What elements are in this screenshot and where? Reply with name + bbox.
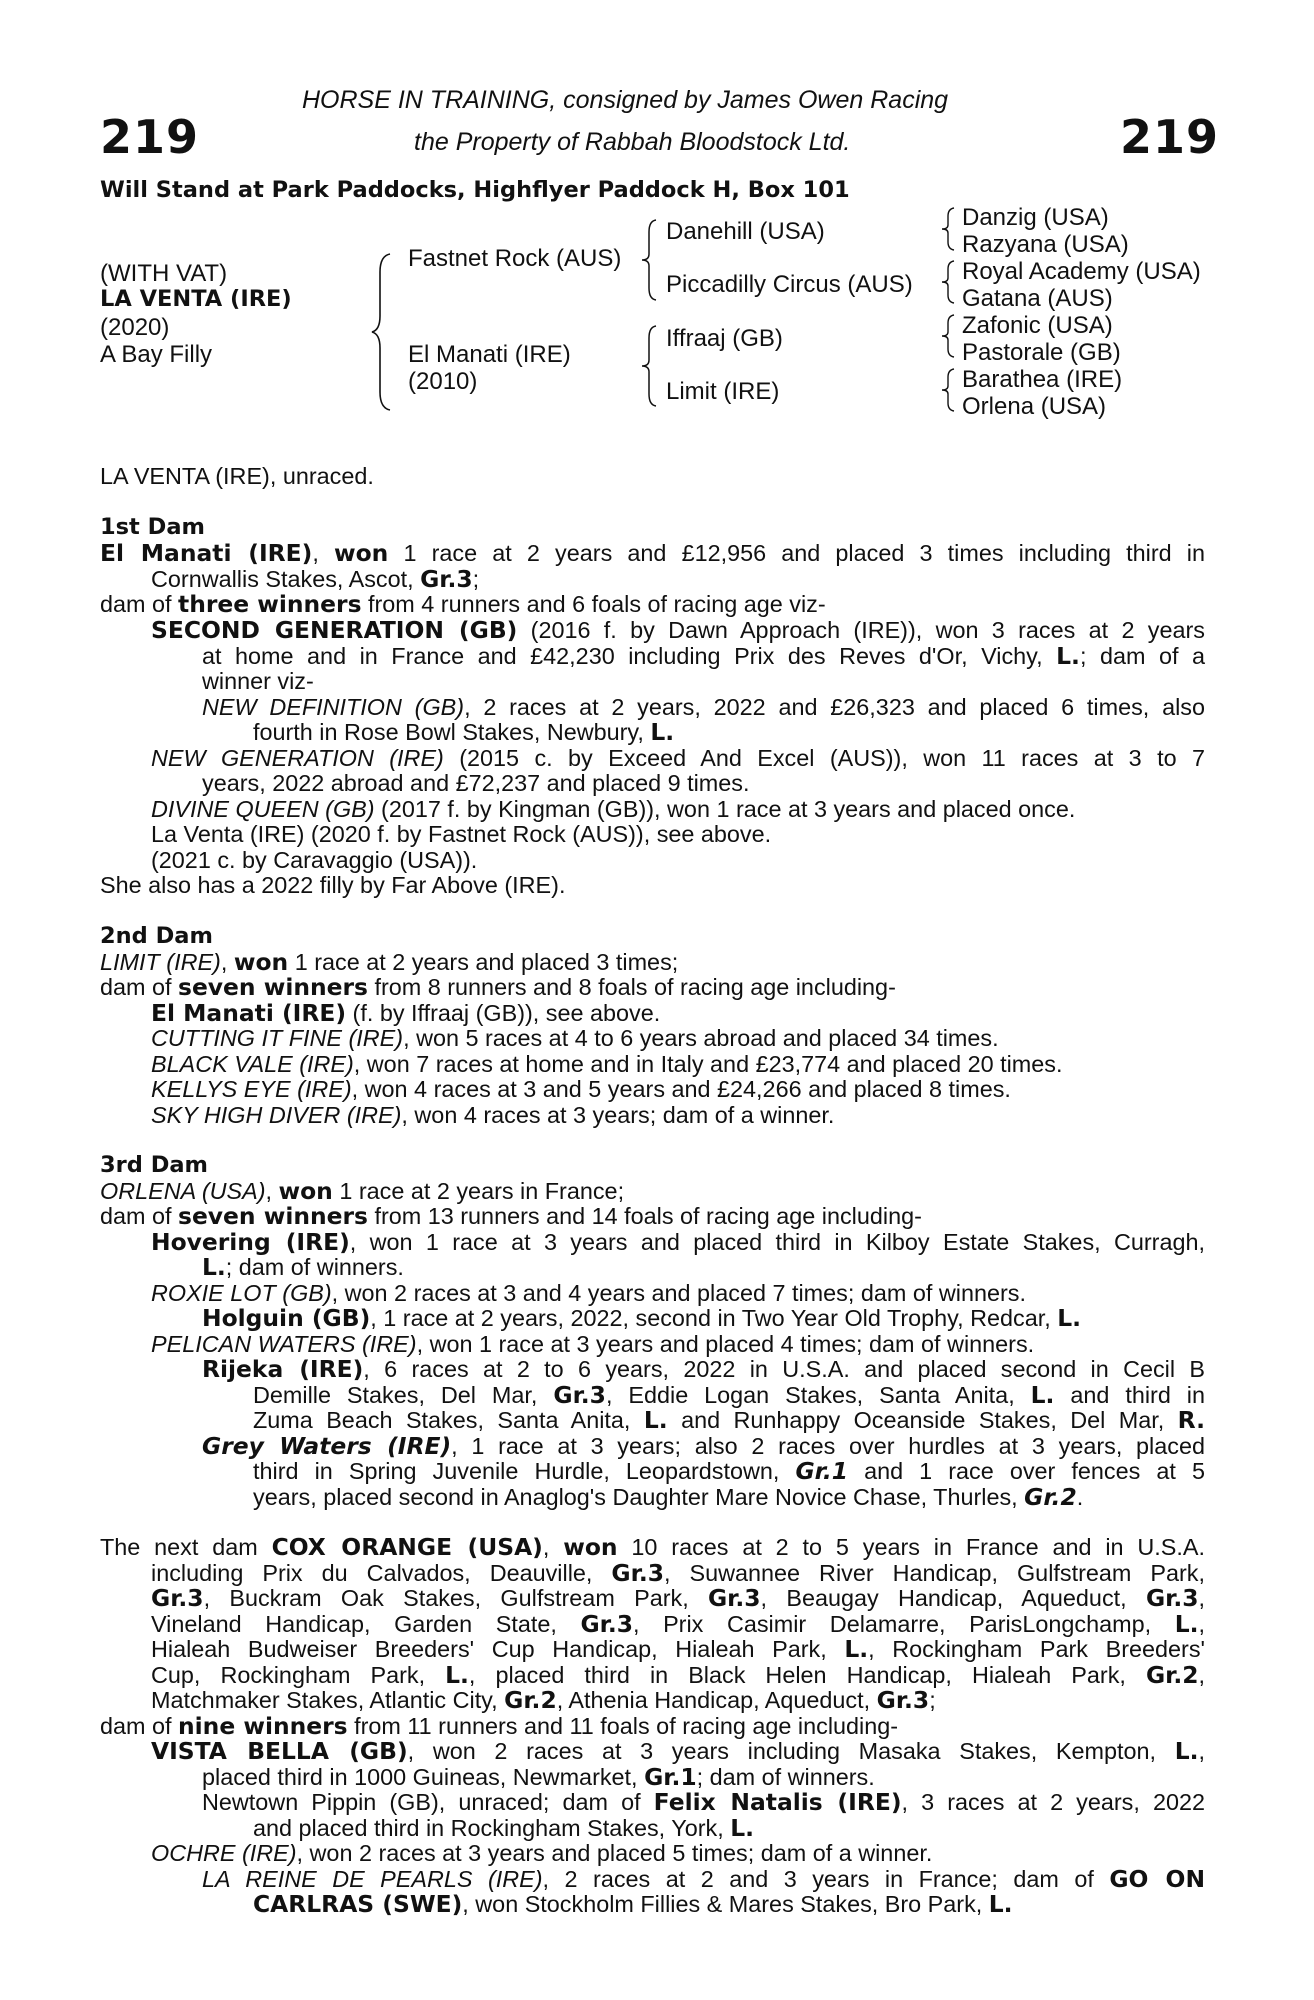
text: and third in	[1054, 1382, 1206, 1408]
third-dam-line-13	[253, 1485, 1083, 1510]
grade-label: L.	[445, 1661, 469, 1689]
text: , 3 races at 2 years, 2022	[901, 1789, 1205, 1815]
produce-name: LA REINE DE PEARLS (IRE)	[202, 1866, 543, 1892]
first-dam-line-10: years, 2022 abroad and £72,237 and placed 9 times.	[202, 770, 750, 796]
granddam-4: Gatana (AUS)	[962, 285, 1113, 312]
text: 10 races at 2 to 5 years in France and in U.S.A.	[617, 1534, 1206, 1560]
pedigree-brace-dam	[640, 324, 662, 408]
granddam-6: Pastorale (GB)	[962, 339, 1121, 366]
next-dam-line-10	[202, 1765, 875, 1790]
produce-name: CARLRAS (SWE)	[253, 1890, 463, 1918]
text: (2016 f. by Dawn Approach (IRE)), won 3 races at 2 years	[517, 617, 1205, 643]
grade-label: L.	[844, 1635, 869, 1663]
sire-sire: Danehill (USA)	[666, 218, 825, 245]
text: (2015 c. by Exceed And Excel (AUS)), won 11 races at 3 to 7	[443, 745, 1205, 771]
winners-count: three winners	[178, 590, 362, 618]
text: ; dam of winners.	[225, 1254, 404, 1280]
grade-label: L.	[1057, 1304, 1082, 1332]
produce-name: GO ON	[1109, 1865, 1206, 1893]
produce-name: NEW GENERATION (IRE)	[151, 745, 444, 771]
grade-label: Gr.3	[420, 565, 473, 593]
text: and Runhappy Oceanside Stakes, Del Mar,	[667, 1407, 1178, 1433]
text: , Buckram Oak Stakes, Gulfstream Park,	[203, 1585, 708, 1611]
grade-label: Gr.3	[707, 1584, 761, 1612]
text: at home and in France and £42,230 including Prix des Reves d'Or, Vichy,	[202, 643, 1057, 669]
grade-label: L.	[650, 718, 675, 746]
grandsire-5: Zafonic (USA)	[962, 312, 1113, 339]
second-dam-line-4	[151, 1026, 999, 1051]
grade-label: Gr.1	[795, 1457, 848, 1485]
produce-name: SECOND GENERATION (GB)	[151, 616, 518, 644]
text: ,	[312, 540, 334, 566]
grandsire-3: Royal Academy (USA)	[962, 258, 1201, 285]
text: , won 4 races at 3 and 5 years and £24,266 and placed 8 times.	[351, 1076, 1011, 1102]
winners-count: seven winners	[178, 973, 368, 1001]
next-dam-line-2	[151, 1561, 1205, 1586]
first-dam-line-11	[151, 797, 1075, 822]
second-dam-heading: 2nd Dam	[100, 923, 213, 949]
won-label: won	[333, 539, 389, 567]
third-dam-line-12	[253, 1459, 1205, 1484]
text: , won 2 races at 3 years and placed 5 times; dam of a winner.	[296, 1840, 933, 1866]
grandsire-7: Barathea (IRE)	[962, 366, 1123, 393]
second-dam-line-1	[100, 950, 678, 975]
winners-count: seven winners	[178, 1202, 368, 1230]
text: (f. by Iffraaj (GB)), see above.	[346, 1000, 661, 1026]
second-dam-line-6	[151, 1077, 1011, 1102]
text: , Eddie Logan Stakes, Santa Anita,	[605, 1382, 1031, 1408]
text: , won 2 races at 3 years including Masaka Stakes, Kempton,	[407, 1738, 1175, 1764]
second-dam-line-5	[151, 1052, 1062, 1077]
text: from 8 runners and 8 foals of racing age including-	[367, 974, 896, 1000]
sire-dam: Piccadilly Circus (AUS)	[666, 271, 913, 298]
next-dam-line-14	[202, 1867, 1205, 1892]
grade-label: L.	[643, 1406, 668, 1434]
race-summary: LA VENTA (IRE), unraced.	[100, 463, 374, 489]
dam-name: El Manati (IRE)	[408, 341, 571, 368]
consignor-line: HORSE IN TRAINING, consigned by James Owen Racing	[302, 86, 949, 114]
text: dam of	[100, 974, 179, 1000]
granddam-2: Razyana (USA)	[962, 231, 1129, 258]
lot-number-right: 219	[1120, 110, 1220, 164]
third-dam-line-1	[100, 1179, 624, 1204]
grade-label: L.	[1056, 642, 1080, 670]
next-dam-line-11	[202, 1790, 1205, 1815]
text: dam of	[100, 1713, 179, 1739]
text: , Prix Casimir Delamarre, ParisLongchamp,	[633, 1611, 1175, 1637]
text: from 11 runners and 11 foals of racing age including-	[347, 1713, 899, 1739]
text: Hialeah Budweiser Breeders' Cup Handicap, Hialeah Park,	[151, 1636, 845, 1662]
text: ,	[1198, 1611, 1205, 1637]
produce-name: Felix Natalis (IRE)	[653, 1788, 902, 1816]
third-dam-line-5	[151, 1281, 1026, 1306]
text: years, placed second in Anaglog's Daughter Mare Novice Chase, Thurles,	[253, 1484, 1025, 1510]
next-dam-line-6	[151, 1663, 1205, 1688]
sire-name: Fastnet Rock (AUS)	[408, 245, 622, 272]
text: ,	[1198, 1738, 1205, 1764]
text: ,	[220, 949, 234, 975]
grade-label: Gr.3	[553, 1381, 606, 1409]
next-dam-line-8	[100, 1714, 898, 1739]
text: ;	[929, 1687, 936, 1713]
text: and placed third in Rockingham Stakes, York,	[253, 1815, 731, 1841]
stand-location: Will Stand at Park Paddocks, Highflyer Paddock H, Box 101	[100, 177, 850, 203]
dam-sire: Iffraaj (GB)	[666, 325, 783, 352]
first-dam-line-7	[202, 695, 1205, 720]
first-dam-line-14: She also has a 2022 filly by Far Above (IRE).	[100, 872, 566, 898]
horse-name: LA VENTA (IRE)	[100, 286, 292, 312]
dam-year: (2010)	[408, 368, 478, 395]
text: 1 race at 2 years in France;	[332, 1178, 625, 1204]
text: from 4 runners and 6 foals of racing age viz-	[361, 591, 826, 617]
text: , won 1 race at 3 years and placed 4 times; dam of winners.	[416, 1331, 1035, 1357]
produce-name: El Manati (IRE)	[151, 999, 347, 1027]
grade-label: L.	[730, 1814, 754, 1842]
produce-name: BLACK VALE (IRE)	[151, 1051, 354, 1077]
first-dam-line-8	[253, 720, 674, 745]
property-line: the Property of Rabbah Bloodstock Ltd.	[414, 128, 851, 156]
third-dam-line-3	[151, 1230, 1205, 1255]
first-dam-line-9	[151, 746, 1205, 771]
text: fourth in Rose Bowl Stakes, Newbury,	[253, 719, 651, 745]
text: Zuma Beach Stakes, Santa Anita,	[253, 1407, 644, 1433]
first-dam-line-13: (2021 c. by Caravaggio (USA)).	[151, 847, 478, 873]
produce-name: KELLYS EYE (IRE)	[151, 1076, 352, 1102]
next-dam-line-7	[151, 1688, 936, 1713]
horse-description: A Bay Filly	[100, 341, 213, 368]
winners-count: nine winners	[178, 1712, 348, 1740]
next-dam-line-9	[151, 1739, 1205, 1764]
text: , 2 races at 2 years, 2022 and £26,323 and placed 6 times, also	[464, 694, 1205, 720]
text: , won 1 race at 3 years and placed third in Kilboy Estate Stakes, Curragh,	[349, 1229, 1205, 1255]
first-dam-heading: 1st Dam	[100, 514, 205, 540]
pedigree-brace-sire	[640, 218, 662, 302]
pedigree-brace-g2	[940, 259, 958, 305]
lot-number-left: 219	[100, 110, 200, 164]
text: ,	[1198, 1585, 1205, 1611]
grade-label: Gr.3	[151, 1584, 204, 1612]
text: dam of	[100, 1203, 179, 1229]
text: , won 4 races at 3 years; dam of a winner.	[401, 1102, 835, 1128]
grade-label: Gr.3	[580, 1610, 633, 1638]
text: third in Spring Juvenile Hurdle, Leopardstown,	[253, 1458, 796, 1484]
text: Cornwallis Stakes, Ascot,	[151, 566, 421, 592]
pedigree-brace-g4	[940, 367, 958, 413]
dam-name: COX ORANGE (USA)	[271, 1533, 543, 1561]
text: ;	[472, 566, 480, 592]
grade-label: Gr.1	[644, 1763, 697, 1791]
text: ,	[542, 1534, 564, 1560]
text: 1 race at 2 years and £12,956 and placed 3 times including third in	[388, 540, 1205, 566]
second-dam-line-2	[100, 975, 896, 1000]
produce-name: VISTA BELLA (GB)	[151, 1737, 408, 1765]
pedigree-brace-g3	[940, 313, 958, 359]
first-dam-line-6: winner viz-	[202, 668, 314, 694]
text: and 1 race over fences at 5	[848, 1458, 1205, 1484]
third-dam-line-9	[253, 1383, 1205, 1408]
text: including Prix du Calvados, Deauville,	[151, 1560, 612, 1586]
vat-label: (WITH VAT)	[100, 260, 228, 287]
grade-label: L.	[1174, 1737, 1199, 1765]
text: dam of	[100, 591, 179, 617]
text: , Athenia Handicap, Aqueduct,	[556, 1687, 877, 1713]
grade-label: R.	[1177, 1406, 1206, 1434]
next-dam-line-15	[253, 1892, 1013, 1917]
grade-label: L.	[988, 1890, 1013, 1918]
pedigree-brace-main	[370, 252, 400, 412]
text: , placed third in Black Helen Handicap, Hialeah Park,	[468, 1662, 1146, 1688]
produce-name: NEW DEFINITION (GB)	[202, 694, 465, 720]
text: Newtown Pippin (GB), unraced; dam of	[202, 1789, 654, 1815]
first-dam-line-3	[100, 592, 826, 617]
grade-label: Gr.2	[1024, 1483, 1077, 1511]
text: The next dam	[100, 1534, 272, 1560]
grade-label: Gr.3	[1145, 1584, 1199, 1612]
grandsire-1: Danzig (USA)	[962, 204, 1109, 231]
grade-label: L.	[1030, 1381, 1055, 1409]
next-dam-line-4	[151, 1612, 1205, 1637]
dam-name: LIMIT (IRE)	[100, 949, 221, 975]
produce-name: Holguin (GB)	[202, 1304, 371, 1332]
produce-name: DIVINE QUEEN (GB)	[151, 796, 375, 822]
first-dam-line-12: La Venta (IRE) (2020 f. by Fastnet Rock (AUS)), see above.	[151, 821, 772, 847]
grade-label: Gr.2	[1145, 1661, 1199, 1689]
text: ; dam of winners.	[696, 1764, 875, 1790]
next-dam-line-13	[151, 1841, 932, 1866]
won-label: won	[563, 1533, 618, 1561]
text: .	[1076, 1484, 1084, 1510]
text: , 6 races at 2 to 6 years, 2022 in U.S.A. and placed second in Cecil B	[363, 1356, 1205, 1382]
text: , 2 races at 2 and 3 years in France; dam of	[542, 1866, 1110, 1892]
dam-name: ORLENA (USA)	[100, 1178, 266, 1204]
third-dam-heading: 3rd Dam	[100, 1152, 208, 1178]
text: from 13 runners and 14 foals of racing age including-	[367, 1203, 922, 1229]
text: ,	[265, 1178, 279, 1204]
first-dam-line-5	[202, 644, 1205, 669]
grade-label: Gr.3	[876, 1686, 930, 1714]
text: , 1 race at 2 years, 2022, second in Two Year Old Trophy, Redcar,	[370, 1305, 1058, 1331]
text: (2017 f. by Kingman (GB)), won 1 race at 3 years and placed once.	[374, 796, 1076, 822]
second-dam-line-7	[151, 1103, 834, 1128]
third-dam-line-7	[151, 1332, 1034, 1357]
third-dam-line-10	[253, 1408, 1205, 1433]
produce-name: PELICAN WATERS (IRE)	[151, 1331, 417, 1357]
produce-name: Grey Waters (IRE)	[202, 1432, 452, 1460]
third-dam-line-6	[202, 1306, 1081, 1331]
grade-label: L.	[202, 1253, 226, 1281]
text: ,	[1198, 1662, 1205, 1688]
produce-name: CUTTING IT FINE (IRE)	[151, 1025, 404, 1051]
next-dam-line-5	[151, 1637, 1205, 1662]
first-dam-line-1	[100, 541, 1205, 566]
grade-label: L.	[1174, 1610, 1199, 1638]
next-dam-line-3	[151, 1586, 1205, 1611]
dam-dam: Limit (IRE)	[666, 378, 780, 405]
text: 1 race at 2 years and placed 3 times;	[288, 949, 679, 975]
pedigree-brace-g1	[940, 206, 958, 252]
text: , Suwannee River Handicap, Gulfstream Park,	[663, 1560, 1205, 1586]
produce-name: Hovering (IRE)	[151, 1228, 350, 1256]
third-dam-line-4	[202, 1255, 404, 1280]
third-dam-line-2	[100, 1204, 922, 1229]
granddam-8: Orlena (USA)	[962, 393, 1107, 420]
next-dam-line-12	[253, 1816, 754, 1841]
produce-name: Rijeka (IRE)	[202, 1355, 364, 1383]
won-label: won	[278, 1177, 333, 1205]
dam-name: El Manati (IRE)	[100, 539, 313, 567]
text: ; dam of a	[1079, 643, 1205, 669]
produce-name: SKY HIGH DIVER (IRE)	[151, 1102, 402, 1128]
text: , 1 race at 3 years; also 2 races over hurdles at 3 years, placed	[451, 1433, 1205, 1459]
text: , won 5 races at 4 to 6 years abroad and placed 34 times.	[403, 1025, 999, 1051]
text: Vineland Handicap, Garden State,	[151, 1611, 581, 1637]
grade-label: Gr.2	[504, 1686, 557, 1714]
third-dam-line-8	[202, 1357, 1205, 1382]
text: Cup, Rockingham Park,	[151, 1662, 446, 1688]
first-dam-line-4	[151, 618, 1205, 643]
produce-name: OCHRE (IRE)	[151, 1840, 297, 1866]
text: placed third in 1000 Guineas, Newmarket,	[202, 1764, 645, 1790]
text: , Beaugay Handicap, Aqueduct,	[760, 1585, 1146, 1611]
first-dam-line-2	[151, 567, 479, 592]
text: , Rockingham Park Breeders'	[868, 1636, 1205, 1662]
text: , won Stockholm Fillies & Mares Stakes, Bro Park,	[462, 1891, 989, 1917]
horse-year: (2020)	[100, 314, 170, 341]
second-dam-line-3	[151, 1001, 660, 1026]
won-label: won	[233, 948, 289, 976]
text: Matchmaker Stakes, Atlantic City,	[151, 1687, 505, 1713]
produce-name: ROXIE LOT (GB)	[151, 1280, 332, 1306]
grade-label: Gr.3	[611, 1559, 664, 1587]
next-dam-line-1	[100, 1535, 1205, 1560]
text: Demille Stakes, Del Mar,	[253, 1382, 554, 1408]
text: , won 7 races at home and in Italy and £23,774 and placed 20 times.	[353, 1051, 1063, 1077]
third-dam-line-11	[202, 1434, 1205, 1459]
text: , won 2 races at 3 and 4 years and placed 7 times; dam of winners.	[331, 1280, 1026, 1306]
